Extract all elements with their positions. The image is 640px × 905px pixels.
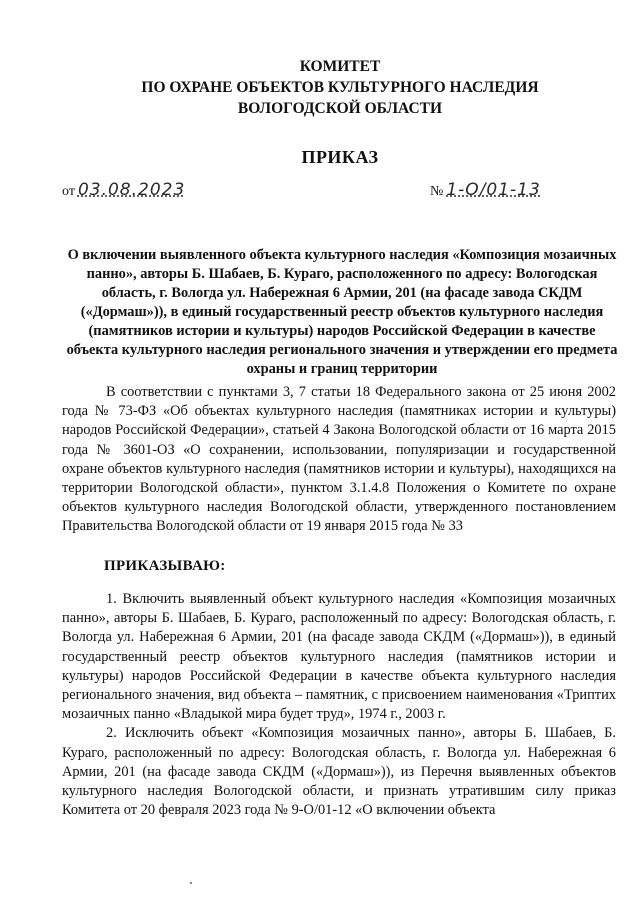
order-number — [430, 180, 541, 200]
order-date — [62, 180, 185, 200]
number-prefix: № — [430, 184, 444, 199]
order-items — [62, 590, 616, 820]
issuer-header — [60, 56, 620, 119]
preamble-paragraph: В соответствии с пунктами 3, 7 статьи 18 Федерального закона от 25 июня 2002 года № 73-ФЗ «Об объектах культурного наследия (памятниках истории и культуры) народов Российской Федерации», статьей 4 Закона Вологодской области от 16 марта 2015 года № 3601-ОЗ «О сохранении, использовании, популяризации и государственной охране объектов культурного наследия (памятников истории и культуры), находящихся на территории Вологодской области», пунктом 3.1.4.8 Положения о Комитете по охране объектов культурного наследия Вологодской области, утвержденного постановлением Правительства Вологодской области от 19 января 2015 года № 33 — [62, 384, 616, 535]
order-directive: ПРИКАЗЫВАЮ: — [104, 558, 226, 574]
header-line-3: ВОЛОГОДСКОЙ ОБЛАСТИ — [237, 100, 443, 117]
order-item-1: 1. Включить выявленный объект культурного наследия «Композиция мозаичных панно», авторы Б. Шабаев, Б. Кураго, расположенный по адресу: Вологодская область, г. Вологда ул. Набережная 6 Армии, 201 (на фасаде завода СКДМ («Дормаш»)), в единый государственный реестр объектов культурного наследия (памятников истории и культуры) народов Российской Федерации в качестве объекта культурного наследия регионального значения, вид объекта – памятник, с присвоением наименования «Триптих мозаичных панно «Владыкой мира будет труд», 1974 г., 2003 г. — [62, 591, 616, 723]
document-type-title: ПРИКАЗ — [301, 147, 379, 167]
order-item-2: 2. Исключить объект «Композиция мозаичных панно», авторы Б. Шабаев, Б. Кураго, расположенный по адресу: Вологодская область, г. Вологда ул. Набережная 6 Армии, 201 (на фасаде завода СКДМ («Дормаш»)), из Перечня выявленных объектов культурного наследия Вологодской области, и признать утратившим силу приказ Комитета от 20 февраля 2023 года № 9-О/01-12 «О включении объекта — [62, 725, 616, 819]
handwritten-date: 03.08.2023 — [77, 180, 186, 200]
handwritten-number: 1-О/01-13 — [446, 180, 541, 200]
header-line-2: ПО ОХРАНЕ ОБЪЕКТОВ КУЛЬТУРНОГО НАСЛЕДИЯ — [141, 79, 539, 96]
scan-speck — [190, 882, 192, 884]
order-subject: О включении выявленного объекта культурного наследия «Композиция мозаичных панно», авторы Б. Шабаев, Б. Кураго, расположенного по адресу: Вологодская область, г. Вологда ул. Набережная 6 Армии, 201 (на фасаде завода СКДМ («Дормаш»)), в единый государственный реестр объектов культурного наследия (памятников истории и культуры) народов Российской Федерации в качестве объекта культурного наследия регионального значения и утверждении его предмета охраны и границ территории — [66, 247, 618, 377]
date-prefix: от — [62, 184, 75, 199]
header-line-1: КОМИТЕТ — [299, 58, 381, 75]
